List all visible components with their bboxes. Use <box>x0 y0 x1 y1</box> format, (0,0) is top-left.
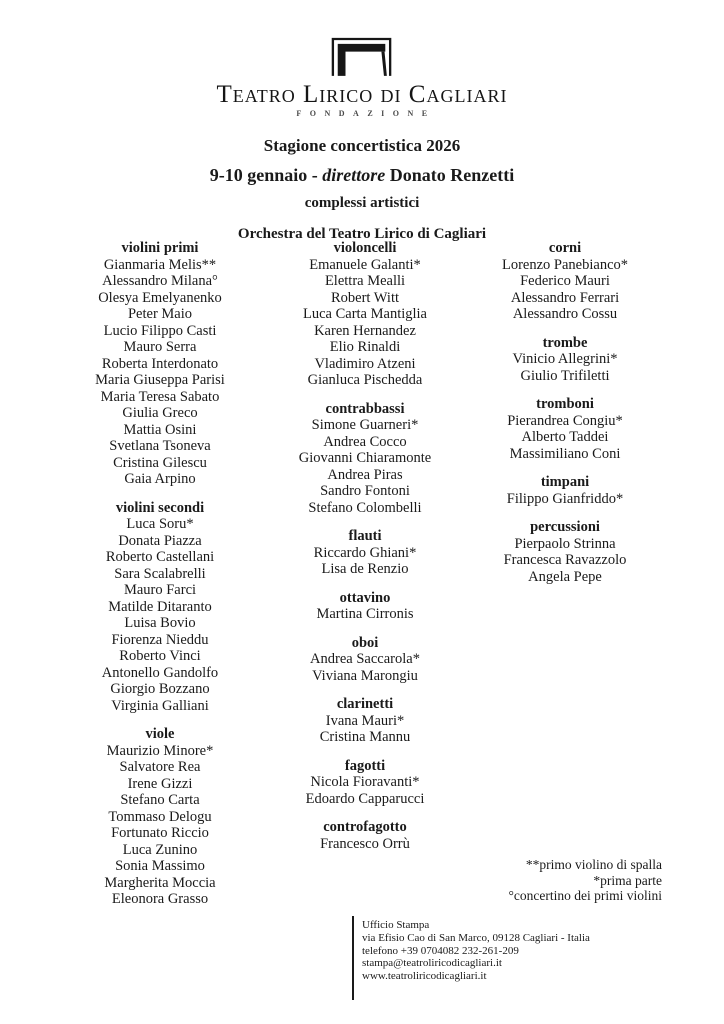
instrument-section <box>262 528 468 578</box>
section-title: viole <box>145 726 175 742</box>
section-title: fagotti <box>344 757 386 774</box>
musician-name: Tommaso Delogu <box>108 808 212 825</box>
instrument-section <box>462 474 668 507</box>
instrument-section <box>262 240 468 389</box>
orchestra-roster <box>0 240 724 910</box>
musician-name: Fiorenza Nieddu <box>111 631 209 648</box>
musician-name: Matilde Ditaranto <box>108 598 212 615</box>
musician-name: Roberto Castellani <box>105 549 215 565</box>
musician-name: Alessandro Ferrari <box>510 289 620 306</box>
instrument-section <box>262 758 468 808</box>
press-office-line: via Efisio Cao di San Marco, 09128 Cagliari - Italia <box>362 931 590 944</box>
header-brand <box>0 0 724 118</box>
musician-name: Sara Scalabrelli <box>114 565 206 582</box>
section-title: oboi <box>351 634 379 651</box>
footnote-line: *prima parte <box>593 872 662 888</box>
musician-name: Gaia Arpino <box>124 471 196 487</box>
roster-column-2 <box>262 240 468 852</box>
musician-name: Stefano Colombelli <box>308 499 422 516</box>
musician-name: Peter Maio <box>127 306 193 322</box>
musician-name: Alessandro Cossu <box>512 306 618 322</box>
musician-name: Donata Piazza <box>118 532 202 549</box>
musician-name: Sandro Fontoni <box>320 483 410 499</box>
musician-name: Maria Giuseppa Parisi <box>95 372 225 388</box>
musician-name: Alessandro Milana° <box>102 273 218 289</box>
footnote-line: **primo violino di spalla <box>525 857 662 872</box>
musician-name: Giovanni Chiaramonte <box>298 450 432 466</box>
musician-name: Simone Guarneri* <box>311 417 419 433</box>
musician-name: Eleonora Grasso <box>111 891 209 907</box>
musician-name: Elio Rinaldi <box>329 339 401 355</box>
section-title: corni <box>548 240 582 256</box>
theatre-wordmark: Teatro Lirico di Cagliari <box>216 81 508 108</box>
musician-name: Gianmaria Melis** <box>103 256 217 273</box>
musician-name: Antonello Gandolfo <box>101 664 219 681</box>
musician-name: Mauro Serra <box>123 339 197 355</box>
instrument-section <box>462 335 668 385</box>
musician-name: Alberto Taddei <box>521 429 609 445</box>
instrument-section <box>462 240 668 323</box>
section-title: clarinetti <box>336 696 394 712</box>
musician-name: Salvatore Rea <box>119 759 201 775</box>
musician-name: Maria Teresa Sabato <box>100 388 220 405</box>
musician-name: Irene Gizzi <box>127 775 193 792</box>
musician-name: Lisa de Renzio <box>321 561 409 577</box>
press-office-line: stampa@teatroliricodicagliari.it <box>362 957 502 970</box>
musician-name: Federico Mauri <box>520 273 610 289</box>
section-title: violoncelli <box>333 240 397 256</box>
musician-name: Luca Zunino <box>122 841 198 858</box>
instrument-section <box>262 590 468 623</box>
musician-name: Lucio Filippo Casti <box>103 322 217 339</box>
proscenium-arch-icon <box>329 35 395 76</box>
musician-name: Angela Pepe <box>528 568 602 585</box>
musician-name: Francesca Ravazzolo <box>503 552 627 568</box>
musician-name: Fortunato Riccio <box>111 825 209 841</box>
instrument-section <box>55 240 265 488</box>
musician-name: Karen Hernandez <box>314 322 416 339</box>
musician-name: Giulia Greco <box>122 405 198 421</box>
section-title: flauti <box>348 528 382 544</box>
musician-name: Roberta Interdonato <box>101 355 219 372</box>
musician-name: Nicola Fioravanti* <box>310 774 420 790</box>
press-office-line: www.teatroliricodicagliari.it <box>362 970 487 983</box>
concert-title <box>0 165 724 186</box>
director-name: Donato Renzetti <box>385 165 515 185</box>
orchestra-title: Orchestra del Teatro Lirico di Cagliari <box>237 226 487 242</box>
section-title: trombe <box>542 334 588 351</box>
instrument-section <box>55 726 265 908</box>
musician-name: Vinicio Allegrini* <box>512 351 618 367</box>
section-title: timpani <box>540 474 590 490</box>
musician-name: Robert Witt <box>330 289 400 306</box>
press-office-line: telefono +39 0704082 232-261-209 <box>362 944 519 957</box>
musician-name: Svetlana Tsoneva <box>109 438 211 454</box>
musician-name: Giulio Trifiletti <box>520 367 610 384</box>
artistic-ensembles-subtitle: complessi artistici <box>304 195 420 211</box>
section-title: violini primi <box>121 240 199 256</box>
musician-name: Lorenzo Panebianco* <box>501 256 629 273</box>
concert-date: 9-10 gennaio - <box>209 165 323 185</box>
musician-name: Andrea Piras <box>327 466 403 483</box>
musician-name: Vladimiro Atzeni <box>314 355 416 372</box>
musician-name: Roberto Vinci <box>119 648 201 664</box>
musician-name: Edoardo Capparucci <box>305 790 425 807</box>
section-title: percussioni <box>530 519 600 535</box>
musician-name: Viviana Marongiu <box>312 667 418 684</box>
foundation-label: FONDAZIONE <box>296 109 436 118</box>
musician-name: Maurizio Minore* <box>106 742 214 759</box>
musician-name: Giorgio Bozzano <box>110 681 210 697</box>
section-title: violini secondi <box>115 499 205 516</box>
roster-column-1 <box>55 240 265 908</box>
musician-name: Pierandrea Congiu* <box>507 412 623 429</box>
instrument-section <box>462 519 668 585</box>
musician-name: Filippo Gianfriddo* <box>506 490 624 507</box>
musician-name: Francesco Orrù <box>320 835 410 852</box>
roster-column-3 <box>462 240 668 585</box>
instrument-section <box>262 819 468 852</box>
footnote-line: °concertino dei primi violini <box>508 888 662 903</box>
section-title: tromboni <box>536 396 594 412</box>
musician-name: Ivana Mauri* <box>325 712 405 729</box>
footnotes <box>509 857 663 904</box>
musician-name: Olesya Emelyanenko <box>98 289 222 306</box>
musician-name: Gianluca Pischedda <box>307 372 423 388</box>
musician-name: Sonia Massimo <box>115 858 205 874</box>
musician-name: Cristina Gilescu <box>113 454 207 471</box>
press-office-block <box>352 916 590 1000</box>
musician-name: Martina Cirronis <box>316 606 414 622</box>
musician-name: Mauro Farci <box>123 582 197 598</box>
musician-name: Stefano Carta <box>120 792 200 808</box>
instrument-section <box>55 500 265 715</box>
musician-name: Pierpaolo Strinna <box>514 535 616 552</box>
musician-name: Andrea Cocco <box>323 433 407 450</box>
musician-name: Elettra Mealli <box>324 273 406 289</box>
section-title: contrabbassi <box>325 400 405 417</box>
instrument-section <box>462 396 668 462</box>
season-title: Stagione concertistica 2026 <box>263 136 461 155</box>
musician-name: Andrea Saccarola* <box>310 651 420 667</box>
musician-name: Luca Soru* <box>126 516 194 532</box>
section-title: controfagotto <box>323 819 407 835</box>
section-title: ottavino <box>339 589 391 606</box>
instrument-section <box>262 635 468 685</box>
musician-name: Virginia Galliani <box>111 697 209 714</box>
musician-name: Emanuele Galanti* <box>309 256 421 273</box>
director-label: direttore <box>322 165 386 185</box>
musician-name: Massimiliano Coni <box>509 445 621 462</box>
musician-name: Riccardo Ghiani* <box>313 544 417 561</box>
musician-name: Luca Carta Mantiglia <box>302 306 427 322</box>
instrument-section <box>262 401 468 517</box>
instrument-section <box>262 696 468 746</box>
musician-name: Mattia Osini <box>123 421 197 438</box>
musician-name: Luisa Bovio <box>124 615 196 631</box>
musician-name: Cristina Mannu <box>319 729 411 745</box>
press-office-line: Ufficio Stampa <box>362 919 430 931</box>
musician-name: Margherita Moccia <box>104 874 216 891</box>
